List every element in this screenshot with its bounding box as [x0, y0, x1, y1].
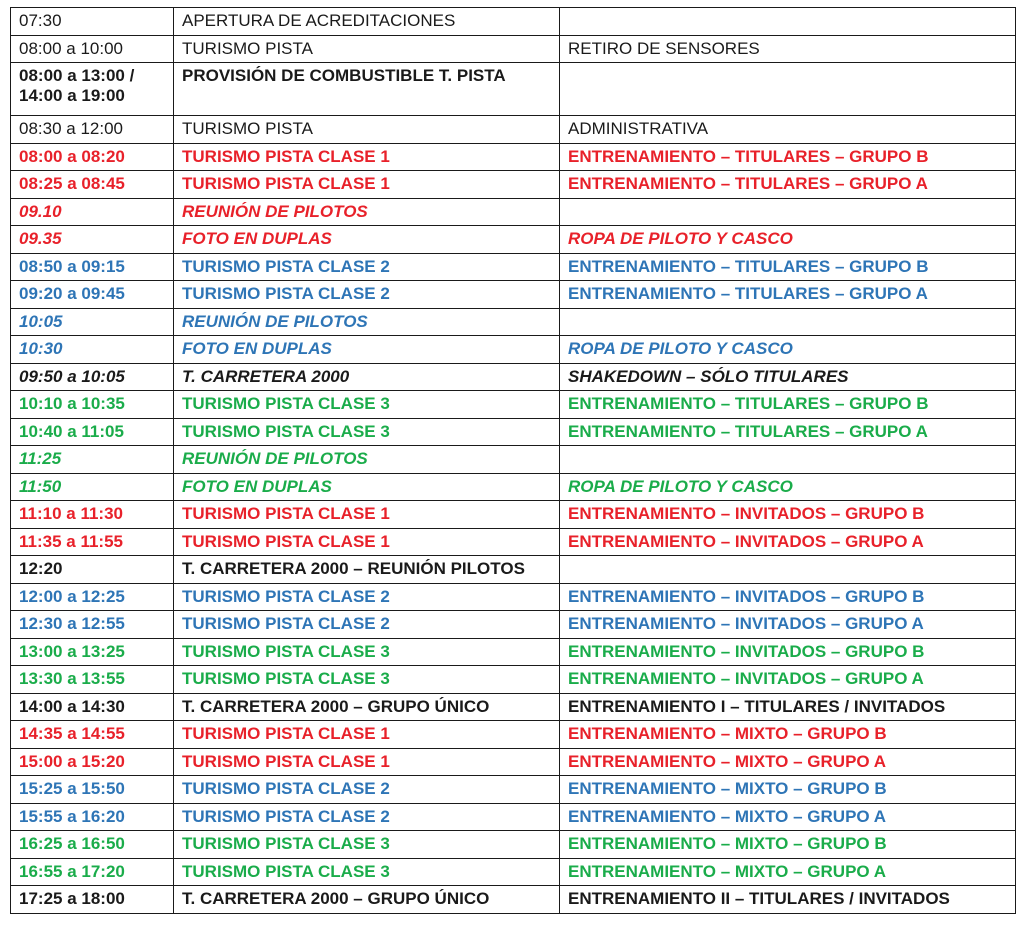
- schedule-row: [11, 611, 1016, 639]
- time-cell: 15:00 a 15:20: [11, 748, 174, 776]
- schedule-row: [11, 281, 1016, 309]
- category-cell: REUNIÓN DE PILOTOS: [174, 198, 560, 226]
- category-cell: FOTO EN DUPLAS: [174, 473, 560, 501]
- time-cell: 12:00 a 12:25: [11, 583, 174, 611]
- schedule-row: [11, 363, 1016, 391]
- activity-cell: ENTRENAMIENTO – MIXTO – GRUPO B: [560, 721, 1016, 749]
- category-cell: TURISMO PISTA CLASE 2: [174, 583, 560, 611]
- activity-cell: ROPA DE PILOTO Y CASCO: [560, 473, 1016, 501]
- category-cell: TURISMO PISTA: [174, 116, 560, 144]
- time-cell: 15:25 a 15:50: [11, 776, 174, 804]
- schedule-row: [11, 473, 1016, 501]
- category-cell: T. CARRETERA 2000 – GRUPO ÚNICO: [174, 886, 560, 914]
- schedule-row: [11, 831, 1016, 859]
- category-cell: T. CARRETERA 2000: [174, 363, 560, 391]
- time-cell: 09:20 a 09:45: [11, 281, 174, 309]
- schedule-row: [11, 418, 1016, 446]
- time-cell: 12:30 a 12:55: [11, 611, 174, 639]
- activity-cell: ENTRENAMIENTO – MIXTO – GRUPO B: [560, 831, 1016, 859]
- time-cell: 10:40 a 11:05: [11, 418, 174, 446]
- schedule-row: [11, 253, 1016, 281]
- activity-cell: ROPA DE PILOTO Y CASCO: [560, 226, 1016, 254]
- activity-cell: RETIRO DE SENSORES: [560, 35, 1016, 63]
- schedule-row: [11, 35, 1016, 63]
- time-cell: 08:25 a 08:45: [11, 171, 174, 199]
- category-cell: TURISMO PISTA: [174, 35, 560, 63]
- activity-cell: ENTRENAMIENTO – TITULARES – GRUPO B: [560, 143, 1016, 171]
- category-cell: TURISMO PISTA CLASE 3: [174, 666, 560, 694]
- category-cell: TURISMO PISTA CLASE 2: [174, 281, 560, 309]
- time-cell: 16:55 a 17:20: [11, 858, 174, 886]
- activity-cell: [560, 8, 1016, 36]
- activity-cell: ADMINISTRATIVA: [560, 116, 1016, 144]
- time-cell: 09.10: [11, 198, 174, 226]
- activity-cell: ENTRENAMIENTO – INVITADOS – GRUPO A: [560, 666, 1016, 694]
- time-cell: 08:00 a 10:00: [11, 35, 174, 63]
- time-cell: 15:55 a 16:20: [11, 803, 174, 831]
- time-cell: 11:35 a 11:55: [11, 528, 174, 556]
- activity-cell: SHAKEDOWN – SÓLO TITULARES: [560, 363, 1016, 391]
- category-cell: TURISMO PISTA CLASE 1: [174, 171, 560, 199]
- time-cell: 16:25 a 16:50: [11, 831, 174, 859]
- activity-cell: ENTRENAMIENTO – INVITADOS – GRUPO B: [560, 583, 1016, 611]
- category-cell: TURISMO PISTA CLASE 3: [174, 638, 560, 666]
- time-cell: 12:20: [11, 556, 174, 584]
- schedule-row: [11, 638, 1016, 666]
- category-cell: TURISMO PISTA CLASE 3: [174, 391, 560, 419]
- activity-cell: ENTRENAMIENTO II – TITULARES / INVITADOS: [560, 886, 1016, 914]
- category-cell: TURISMO PISTA CLASE 2: [174, 611, 560, 639]
- time-cell: 08:00 a 08:20: [11, 143, 174, 171]
- activity-cell: ENTRENAMIENTO – INVITADOS – GRUPO B: [560, 638, 1016, 666]
- time-cell: 09:50 a 10:05: [11, 363, 174, 391]
- schedule-row: [11, 693, 1016, 721]
- schedule-row: [11, 446, 1016, 474]
- activity-cell: ENTRENAMIENTO I – TITULARES / INVITADOS: [560, 693, 1016, 721]
- activity-cell: ENTRENAMIENTO – INVITADOS – GRUPO A: [560, 611, 1016, 639]
- activity-cell: ENTRENAMIENTO – MIXTO – GRUPO A: [560, 748, 1016, 776]
- schedule-row: [11, 198, 1016, 226]
- time-cell: 11:10 a 11:30: [11, 501, 174, 529]
- activity-cell: ENTRENAMIENTO – INVITADOS – GRUPO B: [560, 501, 1016, 529]
- schedule-row: [11, 803, 1016, 831]
- schedule-row: [11, 721, 1016, 749]
- time-cell: 17:25 a 18:00: [11, 886, 174, 914]
- time-cell: 13:00 a 13:25: [11, 638, 174, 666]
- category-cell: TURISMO PISTA CLASE 3: [174, 418, 560, 446]
- schedule-row: [11, 8, 1016, 36]
- activity-cell: ENTRENAMIENTO – INVITADOS – GRUPO A: [560, 528, 1016, 556]
- category-cell: REUNIÓN DE PILOTOS: [174, 308, 560, 336]
- time-cell: 10:10 a 10:35: [11, 391, 174, 419]
- time-cell: 13:30 a 13:55: [11, 666, 174, 694]
- schedule-row: [11, 116, 1016, 144]
- activity-cell: [560, 63, 1016, 116]
- schedule-row: [11, 886, 1016, 914]
- category-cell: TURISMO PISTA CLASE 2: [174, 253, 560, 281]
- category-cell: TURISMO PISTA CLASE 3: [174, 858, 560, 886]
- activity-cell: ENTRENAMIENTO – MIXTO – GRUPO A: [560, 803, 1016, 831]
- activity-cell: ENTRENAMIENTO – TITULARES – GRUPO A: [560, 418, 1016, 446]
- category-cell: TURISMO PISTA CLASE 3: [174, 831, 560, 859]
- time-cell: 09.35: [11, 226, 174, 254]
- schedule-table: [10, 7, 1016, 914]
- activity-cell: ENTRENAMIENTO – MIXTO – GRUPO A: [560, 858, 1016, 886]
- activity-cell: [560, 556, 1016, 584]
- schedule-row: [11, 858, 1016, 886]
- category-cell: TURISMO PISTA CLASE 1: [174, 501, 560, 529]
- category-cell: T. CARRETERA 2000 – REUNIÓN PILOTOS: [174, 556, 560, 584]
- time-cell: 08:50 a 09:15: [11, 253, 174, 281]
- activity-cell: ROPA DE PILOTO Y CASCO: [560, 336, 1016, 364]
- activity-cell: ENTRENAMIENTO – TITULARES – GRUPO A: [560, 171, 1016, 199]
- category-cell: TURISMO PISTA CLASE 1: [174, 748, 560, 776]
- schedule-row: [11, 171, 1016, 199]
- category-cell: REUNIÓN DE PILOTOS: [174, 446, 560, 474]
- category-cell: FOTO EN DUPLAS: [174, 226, 560, 254]
- schedule-row: [11, 501, 1016, 529]
- schedule-body: [11, 8, 1016, 914]
- activity-cell: ENTRENAMIENTO – TITULARES – GRUPO A: [560, 281, 1016, 309]
- time-cell: 14:35 a 14:55: [11, 721, 174, 749]
- schedule-row: [11, 336, 1016, 364]
- schedule-row: [11, 748, 1016, 776]
- schedule-row: [11, 63, 1016, 116]
- schedule-row: [11, 556, 1016, 584]
- category-cell: FOTO EN DUPLAS: [174, 336, 560, 364]
- activity-cell: [560, 446, 1016, 474]
- schedule-row: [11, 391, 1016, 419]
- schedule-row: [11, 666, 1016, 694]
- time-cell: 11:25: [11, 446, 174, 474]
- activity-cell: ENTRENAMIENTO – TITULARES – GRUPO B: [560, 253, 1016, 281]
- time-cell: 08:00 a 13:00 / 14:00 a 19:00: [11, 63, 174, 116]
- time-cell: 10:05: [11, 308, 174, 336]
- category-cell: PROVISIÓN DE COMBUSTIBLE T. PISTA: [174, 63, 560, 116]
- category-cell: T. CARRETERA 2000 – GRUPO ÚNICO: [174, 693, 560, 721]
- activity-cell: [560, 198, 1016, 226]
- time-cell: 10:30: [11, 336, 174, 364]
- time-cell: 08:30 a 12:00: [11, 116, 174, 144]
- category-cell: TURISMO PISTA CLASE 2: [174, 776, 560, 804]
- category-cell: TURISMO PISTA CLASE 1: [174, 143, 560, 171]
- schedule-row: [11, 308, 1016, 336]
- schedule-row: [11, 528, 1016, 556]
- schedule-row: [11, 583, 1016, 611]
- category-cell: TURISMO PISTA CLASE 1: [174, 528, 560, 556]
- time-cell: 11:50: [11, 473, 174, 501]
- schedule-row: [11, 776, 1016, 804]
- category-cell: APERTURA DE ACREDITACIONES: [174, 8, 560, 36]
- activity-cell: ENTRENAMIENTO – MIXTO – GRUPO B: [560, 776, 1016, 804]
- time-cell: 14:00 a 14:30: [11, 693, 174, 721]
- category-cell: TURISMO PISTA CLASE 2: [174, 803, 560, 831]
- activity-cell: ENTRENAMIENTO – TITULARES – GRUPO B: [560, 391, 1016, 419]
- schedule-row: [11, 143, 1016, 171]
- activity-cell: [560, 308, 1016, 336]
- category-cell: TURISMO PISTA CLASE 1: [174, 721, 560, 749]
- time-cell: 07:30: [11, 8, 174, 36]
- schedule-row: [11, 226, 1016, 254]
